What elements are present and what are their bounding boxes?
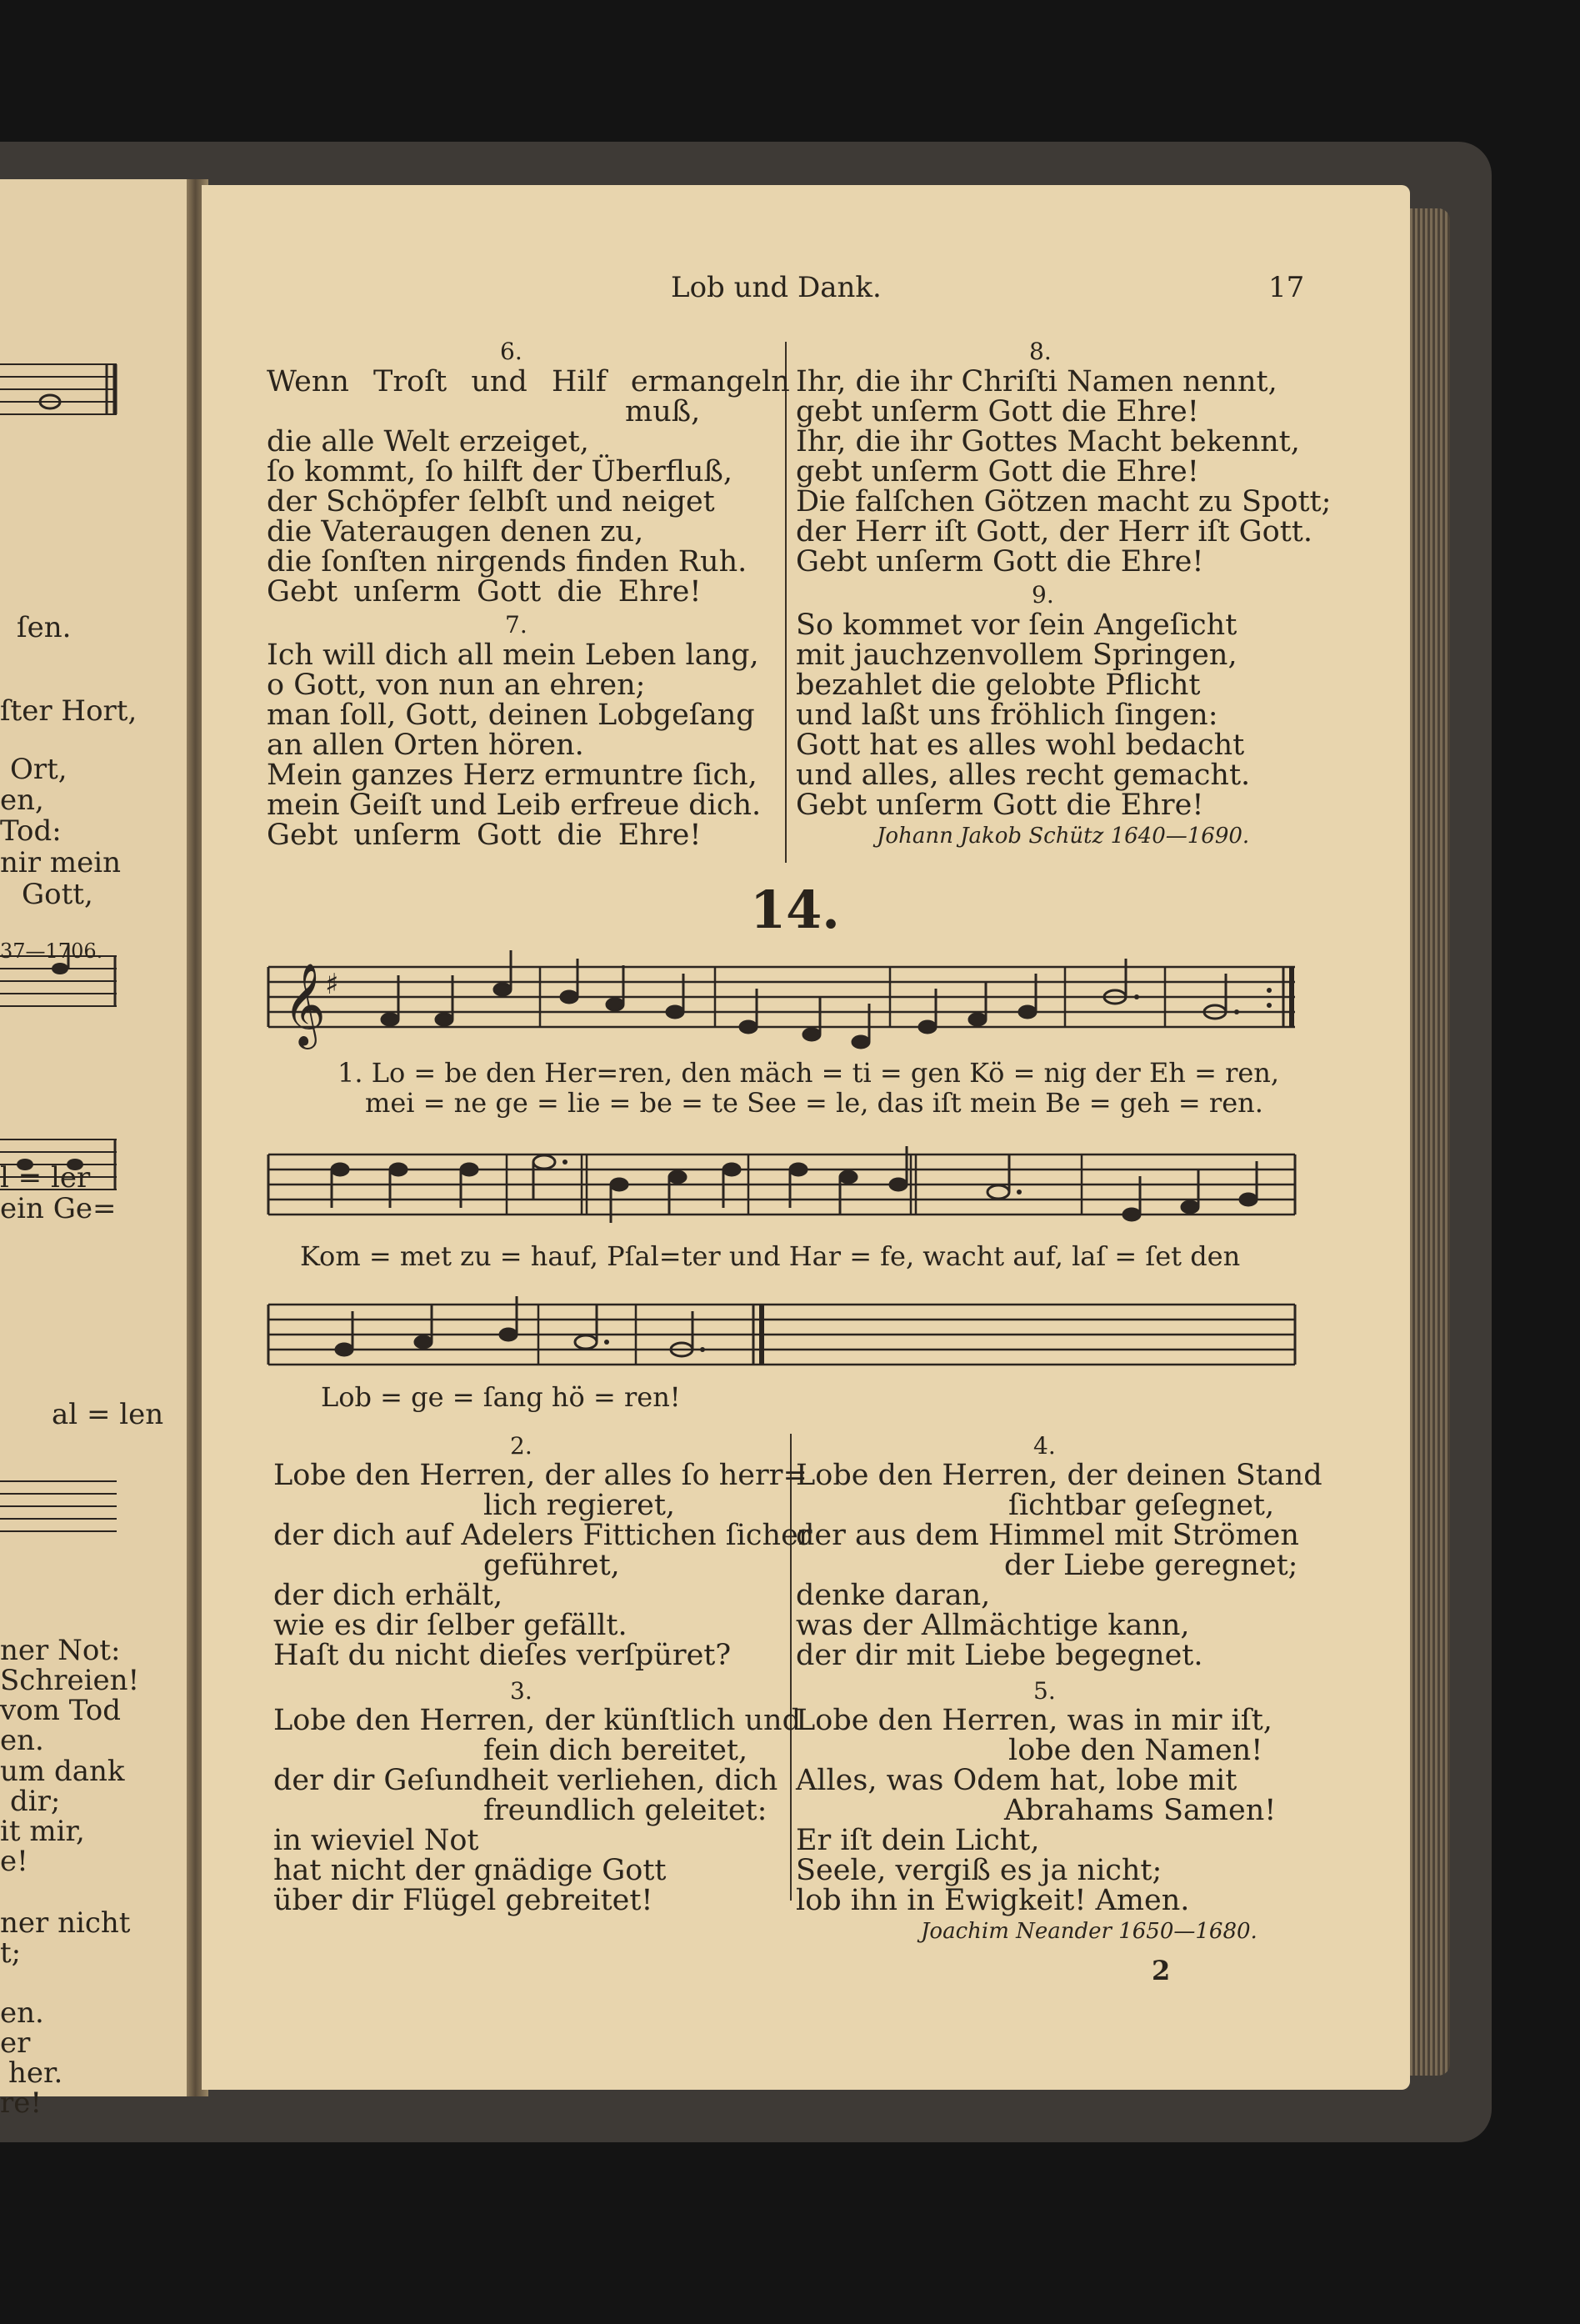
verse-number: 5. <box>1033 1677 1056 1705</box>
svg-text:♯: ♯ <box>325 968 339 1001</box>
verse-line: und alles, alles recht gemacht. <box>796 759 1251 792</box>
verse-line: der Herr iſt Gott, der Herr iſt Gott. <box>796 515 1312 548</box>
verse-number: 9. <box>1032 581 1054 609</box>
left-fragment: ſen. <box>17 611 72 644</box>
verse-line: ſo kommt, ſo hilft der Überfluß, <box>267 455 733 488</box>
left-fragment: um dank <box>0 1755 125 1788</box>
verse-line: Lobe den Herren, der alles ſo herr= <box>273 1459 808 1492</box>
page-edges <box>1410 208 1450 2076</box>
verse-line: Alles, was Odem hat, lobe mit <box>796 1764 1238 1797</box>
left-fragment: dir; <box>10 1785 61 1818</box>
verse-line: Gebt unſerm Gott die Ehre! <box>796 789 1204 822</box>
left-fragment: ner Not: <box>0 1634 121 1667</box>
verse-line: freundlich geleitet: <box>483 1794 768 1827</box>
left-fragment: 37—1706. <box>0 939 103 963</box>
left-fragment: Gott, <box>22 878 93 911</box>
left-fragment: her. <box>8 2056 63 2090</box>
signature-mark: 2 <box>1152 1955 1171 1986</box>
left-page <box>0 179 198 2120</box>
verse-line: der dir Geſundheit verliehen, dich <box>273 1764 778 1797</box>
verse-number: 2. <box>510 1432 532 1460</box>
left-fragment: ner nicht <box>0 1906 131 1940</box>
verse-line: wie es dir ſelber gefällt. <box>273 1609 628 1642</box>
left-fragment: en, <box>0 784 44 817</box>
column-divider-bottom <box>790 1434 792 1901</box>
verse-line: fein dich bereitet, <box>483 1734 748 1767</box>
verse-line: die ſonſten nirgends finden Ruh. <box>267 545 748 578</box>
verse-line: der Schöpfer ſelbſt und neiget <box>267 485 715 518</box>
verse-line: muß, <box>625 395 701 428</box>
verse-line: denke daran, <box>796 1579 991 1612</box>
verse-line: Gebt unſerm Gott die Ehre! <box>267 819 702 852</box>
verse-line: der aus dem Himmel mit Strömen <box>796 1519 1299 1552</box>
verse-line: Gebt unſerm Gott die Ehre! <box>267 575 702 609</box>
verse-line: der dich auf Adelers Fittichen ſicher <box>273 1519 812 1552</box>
music-staff-3 <box>265 1296 1298 1388</box>
verse-line: bezahlet die gelobte Pflicht <box>796 669 1201 702</box>
verse-line: mit jauchzenvollem Springen, <box>796 639 1238 672</box>
verse-line: Mein ganzes Herz ermuntre ſich, <box>267 759 758 792</box>
verse-number: 3. <box>510 1677 532 1705</box>
verse-line: gebt unſerm Gott die Ehre! <box>796 455 1199 488</box>
verse-line: gebt unſerm Gott die Ehre! <box>796 395 1199 428</box>
running-header: Lob und Dank. <box>671 271 882 304</box>
left-fragment: vom Tod <box>0 1694 121 1727</box>
verse-line: Lobe den Herren, was in mir iſt, <box>796 1704 1272 1737</box>
verse-line: Lobe den Herren, der künſtlich und <box>273 1704 801 1737</box>
left-fragment: Ort, <box>10 753 68 786</box>
left-fragment: en. <box>0 1996 44 2030</box>
left-fragment: e! <box>0 1845 28 1878</box>
verse-line: Ich will dich all mein Leben lang, <box>267 639 759 672</box>
left-staff-4 <box>0 1471 133 1538</box>
verse-line: Abrahams Samen! <box>1004 1794 1277 1827</box>
left-fragment: l = ler <box>0 1161 91 1195</box>
author-attribution: Joachim Neander 1650—1680. <box>921 1919 1258 1944</box>
left-fragment: it mir, <box>0 1815 85 1848</box>
verse-line: ſichtbar geſegnet, <box>1008 1489 1275 1522</box>
verse-line: Gebt unſerm Gott die Ehre! <box>796 545 1204 578</box>
verse-line: die Vateraugen denen zu, <box>267 515 644 548</box>
verse-line: an allen Orten hören. <box>267 729 584 762</box>
music-staff-1 <box>265 959 1298 1050</box>
lyrics-line: Lob = ge = ſang hö = ren! <box>321 1381 681 1413</box>
verse-line: Ihr, die ihr Chriſti Namen nennt, <box>796 365 1278 398</box>
verse-number: 6. <box>500 338 522 365</box>
verse-line: die alle Welt erzeiget, <box>267 425 589 458</box>
verse-line: in wieviel Not <box>273 1824 479 1857</box>
verse-line: der Liebe geregnet; <box>1004 1549 1298 1582</box>
verse-line: geführet, <box>483 1549 620 1582</box>
verse-line: Gott hat es alles wohl bedacht <box>796 729 1245 762</box>
hymn-number: 14. <box>750 879 840 940</box>
left-fragment: en. <box>0 1724 44 1757</box>
verse-line: lob ihn in Ewigkeit! Amen. <box>796 1884 1190 1917</box>
left-staff-1 <box>0 354 133 421</box>
verse-line: Lobe den Herren, der deinen Stand <box>796 1459 1322 1492</box>
author-attribution: Johann Jakob Schütz 1640—1690. <box>877 824 1250 849</box>
verse-line: Ihr, die ihr Gottes Macht bekennt, <box>796 425 1300 458</box>
lyrics-line: Kom = met zu = hauf, Pſal=ter und Har = fe, wacht auf, laſ = ſet den <box>300 1240 1241 1272</box>
left-fragment: t; <box>0 1936 22 1970</box>
verse-line: hat nicht der gnädige Gott <box>273 1854 667 1887</box>
left-fragment: re! <box>0 2086 42 2120</box>
verse-line: o Gott, von nun an ehren; <box>267 669 646 702</box>
lyrics-line: mei = ne ge = lie = be = te See = le, das iſt mein Be = geh = ren. <box>365 1087 1263 1119</box>
verse-line: So kommet vor ſein Angeſicht <box>796 609 1238 642</box>
left-fragment: ein Ge= <box>0 1192 117 1225</box>
verse-line: mein Geiſt und Leib erfreue dich. <box>267 789 762 822</box>
verse-line: lobe den Namen! <box>1008 1734 1263 1767</box>
left-fragment: ſter Hort, <box>0 694 138 728</box>
lyrics-line: 1. Lo = be den Her=ren, den mäch = ti = gen Kö = nig der Eh = ren, <box>338 1057 1280 1089</box>
verse-line: der dir mit Liebe begegnet. <box>796 1639 1203 1672</box>
left-fragment: Tod: <box>0 814 62 848</box>
verse-number: 4. <box>1033 1432 1056 1460</box>
verse-number: 7. <box>505 611 528 639</box>
verse-line: Wenn Troſt und Hilf ermangeln <box>267 365 790 398</box>
column-divider-top <box>785 342 787 863</box>
svg-text:𝄞: 𝄞 <box>283 963 326 1046</box>
left-fragment: nir mein <box>0 846 121 879</box>
left-fragment: er <box>0 2026 31 2060</box>
left-fragment: al = len <box>52 1398 164 1431</box>
verse-number: 8. <box>1029 338 1052 365</box>
verse-line: was der Allmächtige kann, <box>796 1609 1190 1642</box>
verse-line: man ſoll, Gott, deinen Lobgeſang <box>267 699 755 732</box>
left-fragment: Schreien! <box>0 1664 140 1697</box>
verse-line: der dich erhält, <box>273 1579 503 1612</box>
verse-line: lich regieret, <box>483 1489 676 1522</box>
verse-line: Haſt du nicht dieſes verſpüret? <box>273 1639 732 1672</box>
page-number: 17 <box>1268 271 1305 304</box>
verse-line: Er iſt dein Licht, <box>796 1824 1040 1857</box>
verse-line: über dir Flügel gebreitet! <box>273 1884 653 1917</box>
music-staff-2 <box>265 1146 1298 1238</box>
verse-line: und laßt uns fröhlich ſingen: <box>796 699 1218 732</box>
verse-line: Seele, vergiß es ja nicht; <box>796 1854 1162 1887</box>
verse-line: Die falſchen Götzen macht zu Spott; <box>796 485 1332 518</box>
